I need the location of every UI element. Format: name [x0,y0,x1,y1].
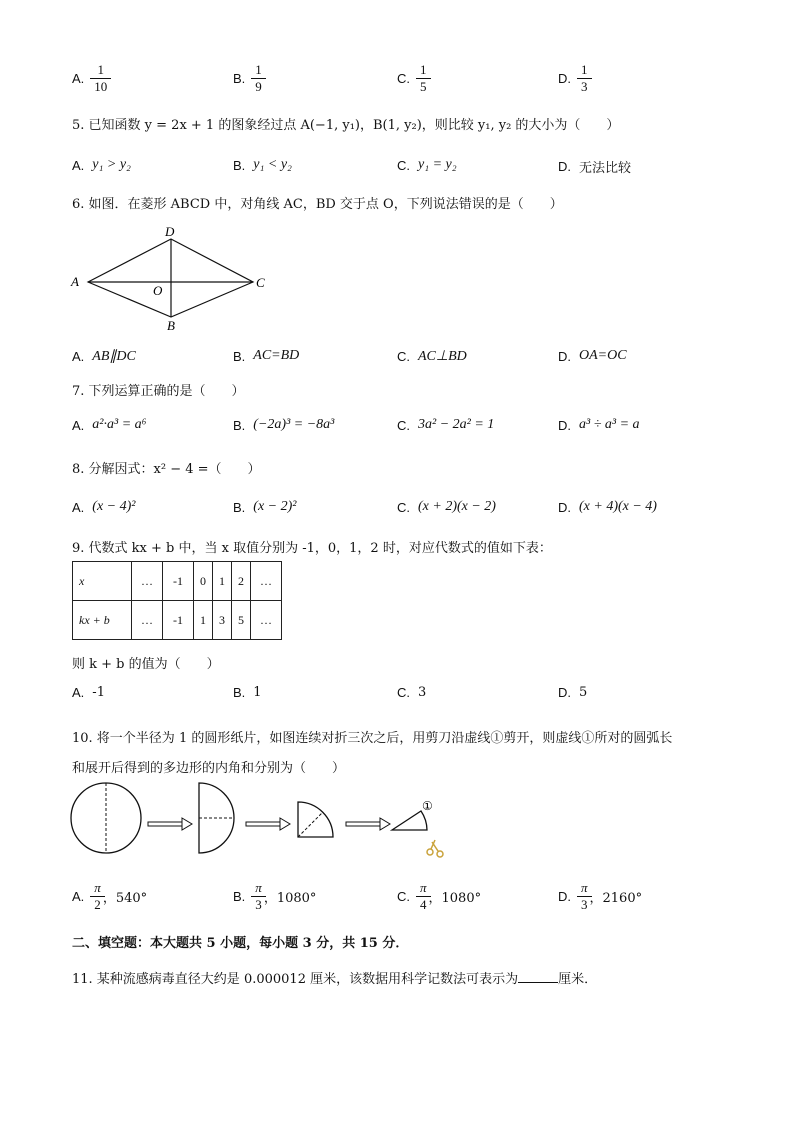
table-cell: … [132,562,163,601]
table-cell: … [132,601,163,640]
table-cell: 0 [194,562,213,601]
q4-option-a [72,62,109,95]
table-cell: kx + b [73,601,132,640]
sector-shape [392,811,427,830]
fraction: $\frac{\pi}{3}$ [579,880,590,913]
value-table [72,561,282,640]
q4-option-d [558,62,590,95]
q6-option-c: C. AC⊥BD [397,349,467,364]
table-cell: 3 [213,601,232,640]
table-cell: 1 [194,601,213,640]
q7-text: 7. 下列运算正确的是（ ） [72,384,245,399]
folding-diagram [68,780,468,865]
table-cell: 2 [232,562,251,601]
q10-option-d: D. $\frac{\pi}{3}$ ，2160° [558,880,643,912]
q5-option-d: D. 无法比较 [558,159,632,176]
q10-option-a: A. $\frac{\pi}{2}$ ，540° [72,880,148,912]
answer-blank[interactable] [518,970,558,983]
table-cell: 5 [232,601,251,640]
q10-text-line2: 和展开后得到的多边形的内角和分别为（ ） [72,761,346,776]
section-title: 二、填空题：本大题共 5 小题，每小题 3 分，共 15 分． [72,936,409,951]
table-cell: … [251,601,282,640]
q5-option-c: C. y₁ = y₂ [397,157,457,173]
rhombus-diagram [68,222,278,337]
fraction: $\frac{\pi}{2}$ [92,880,103,913]
fraction: $\frac{1}{5}$ [418,62,429,95]
fraction: $\frac{1}{10}$ [92,62,109,95]
q10-text-line1: 10. 将一个半径为 1 的圆形纸片，如图连续对折三次之后，用剪刀沿虚线①剪开，则虚线①所对的圆弧长 [72,731,673,746]
q4-option-c [397,62,429,95]
q7-option-a: A. a²·a³ = a⁶ [72,417,147,433]
q8-option-c: C. (x + 2)(x − 2) [397,499,496,515]
label-d: D [165,224,175,239]
circle-one-mark: ① [422,799,433,813]
label-a: A [71,274,79,289]
fraction: $\frac{\pi}{4}$ [418,880,429,913]
table-cell: 1 [213,562,232,601]
scissors-icon [427,840,443,857]
table-row [73,601,282,640]
q5-option-a: A. y₁ > y₂ [72,157,131,173]
q9-option-a: A. -1 [72,685,105,700]
q8-option-d: D. (x + 4)(x − 4) [558,499,657,515]
q9-after-text: 则 k + b 的值为（ ） [72,657,220,672]
q7-option-d: D. a³ ÷ a³ = a [558,417,640,433]
q9-option-b: B. 1 [233,685,262,700]
q6-option-a: A. AB∥DC [72,349,136,364]
label-o: O [153,283,163,298]
arrow-icon [148,818,192,830]
fold-line [298,812,323,837]
fraction: $\frac{\pi}{3}$ [253,880,264,913]
q11-text: 11. 某种流感病毒直径大约是 0.000012 厘米，该数据用科学记数法可表示为 厘米． [72,972,598,987]
table-row [73,562,282,601]
q6-option-d: D. OA=OC [558,348,627,364]
q8-option-b: B. (x − 2)² [233,499,297,515]
fraction: $\frac{1}{3}$ [579,62,590,95]
q9-text: 9. 代数式 kx + b 中，当 x 取值分别为 -1，0，1，2 时，对应代数式的值如下表： [72,541,552,556]
table-cell: -1 [163,562,194,601]
q6-text: 6. 如图．在菱形 ABCD 中，对角线 AC，BD 交于点 O，下列说法错误的是（ ） [72,197,563,212]
q7-option-b: B. (−2a)³ = −8a³ [233,417,335,433]
q4-option-b [233,62,264,95]
arrow-icon [246,818,290,830]
table-cell: x [73,562,132,601]
q10-option-c: C. $\frac{\pi}{4}$ ，1080° [397,880,482,912]
q10-option-b: B. $\frac{\pi}{3}$ ，1080° [233,880,317,912]
q5-text: 5. 已知函数 y = 2x + 1 的图象经过点 A(−1, y₁)，B(1, y₂)，则比较 y₁, y₂ 的大小为（ ） [72,118,620,133]
q8-text: 8. 分解因式：x² − 4 =（ ） [72,462,261,477]
option-letter: A. [72,71,85,86]
table-cell: -1 [163,601,194,640]
q7-option-c: C. 3a² − 2a² = 1 [397,417,495,433]
table-cell: … [251,562,282,601]
option-letter: B. [233,71,246,86]
arrow-icon [346,818,390,830]
option-letter: D. [558,71,571,86]
q9-option-c: C. 3 [397,685,427,700]
option-letter: C. [397,71,410,86]
q9-option-d: D. 5 [558,685,588,700]
label-b: B [167,318,175,333]
q6-option-b: B. AC=BD [233,348,300,364]
q5-option-b: B. y₁ < y₂ [233,157,292,173]
q8-option-a: A. (x − 4)² [72,499,136,515]
fraction: $\frac{1}{9}$ [253,62,264,95]
label-c: C [256,275,265,290]
